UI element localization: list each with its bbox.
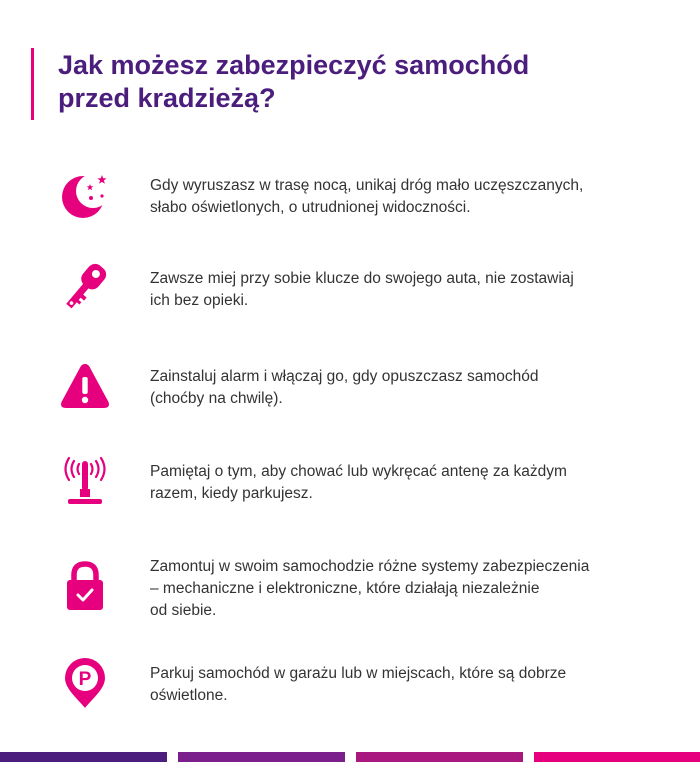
tip-line: słabo oświetlonych, o utrudnionej widoczności. bbox=[150, 199, 471, 216]
tip-line: od siebie. bbox=[150, 602, 217, 619]
tip-line: Zamontuj w swoim samochodzie różne systemy zabezpieczenia bbox=[150, 558, 590, 575]
page-title bbox=[58, 49, 678, 115]
tip-text bbox=[150, 461, 670, 505]
tip-line: Gdy wyruszasz w trasę nocą, unikaj dróg mało uczęszczanych, bbox=[150, 177, 584, 194]
title-line-2: przed kradzieżą? bbox=[58, 83, 276, 113]
tip-line: Parkuj samochód w garażu lub w miejscach, które są dobrze bbox=[150, 665, 567, 682]
tip-line: – mechaniczne i elektroniczne, które działają niezależnie bbox=[150, 580, 540, 597]
padlock-icon bbox=[58, 558, 112, 612]
title-accent-bar bbox=[31, 48, 34, 120]
warning-icon bbox=[58, 360, 112, 414]
parking-pin-icon bbox=[58, 655, 112, 709]
tip-line: razem, kiedy parkujesz. bbox=[150, 485, 313, 502]
title-line-1: Jak możesz zabezpieczyć samochód bbox=[58, 50, 530, 80]
antenna-icon bbox=[58, 455, 112, 509]
tip-line: ich bez opieki. bbox=[150, 292, 249, 309]
tip-line: Pamiętaj o tym, aby chować lub wykręcać antenę za każdym bbox=[150, 463, 567, 480]
tip-line: oświetlone. bbox=[150, 687, 228, 704]
tip-text bbox=[150, 663, 670, 707]
footer-stripe-2 bbox=[178, 752, 345, 762]
footer-stripe-1 bbox=[0, 752, 167, 762]
footer-stripe-4 bbox=[534, 752, 700, 762]
parking-letter: P bbox=[78, 669, 92, 690]
tip-text bbox=[150, 556, 670, 622]
tip-text bbox=[150, 268, 670, 312]
tip-line: (choćby na chwilę). bbox=[150, 390, 283, 407]
tip-text bbox=[150, 366, 670, 410]
tip-text bbox=[150, 175, 670, 219]
moon-stars-icon bbox=[58, 169, 112, 223]
footer-stripe-3 bbox=[356, 752, 523, 762]
car-key-icon bbox=[58, 260, 112, 314]
tip-line: Zainstaluj alarm i włączaj go, gdy opuszczasz samochód bbox=[150, 368, 539, 385]
tip-line: Zawsze miej przy sobie klucze do swojego auta, nie zostawiaj bbox=[150, 270, 574, 287]
